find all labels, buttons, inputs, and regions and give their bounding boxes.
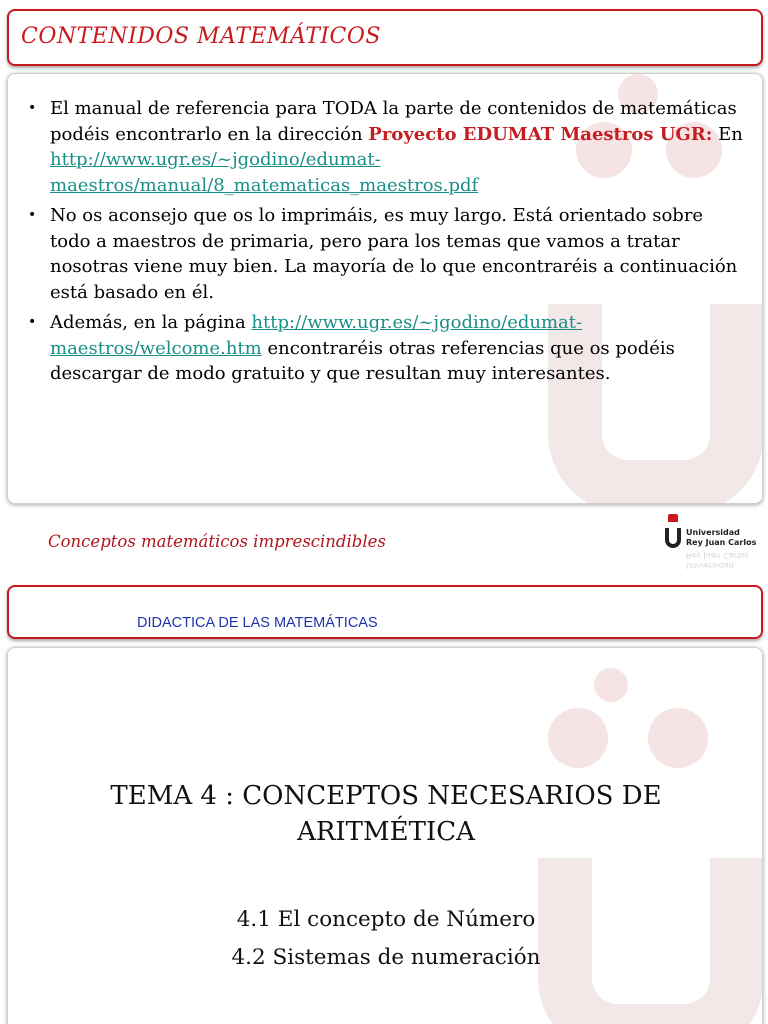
logo-reflection-line-1: Universidad — [686, 561, 734, 570]
crown-icon — [668, 514, 678, 522]
watermark-dot-icon — [648, 708, 708, 768]
manual-link[interactable]: http://www.ugr.es/~jgodino/edumat-maestros/manual/8_matematicas_maestros.pdf — [50, 149, 479, 196]
slide-1-content-box — [7, 73, 763, 504]
logo-u-shape — [665, 528, 681, 548]
bullet-list — [28, 96, 748, 392]
bullet-dot: • — [28, 314, 37, 330]
welcome-link[interactable]: http://www.ugr.es/~jgodino/edumat-maestros/welcome.htm — [50, 312, 583, 359]
slide-2-title: DIDACTICA DE LAS MATEMÁTICAS — [137, 615, 378, 631]
slide-2-content-box — [7, 647, 763, 1024]
slide-1-subtitle: Conceptos matemáticos imprescindibles — [48, 532, 386, 551]
logo-reflection — [686, 550, 748, 570]
bullet-text: No os aconsejo que os lo imprimáis, es muy largo. Está orientado sobre todo a maestros de primaria, pero para los temas que vamos a tratar nosotras viene muy bien. La mayoría de lo que encontraréis a continuación está basado en él. — [50, 205, 738, 303]
slide-1-title-box — [7, 9, 763, 66]
university-logo — [664, 514, 764, 568]
logo-reflection-line-2: Rey Juan Carlos — [686, 551, 749, 560]
logo-line-1: Universidad — [686, 528, 740, 537]
tema-item: 4.2 Sistemas de numeración — [231, 945, 541, 970]
logo-line-2: Rey Juan Carlos — [686, 538, 757, 547]
watermark-dot-icon — [594, 668, 628, 702]
logo-u-icon — [664, 514, 682, 554]
logo-text — [686, 528, 756, 548]
tema-title-text: TEMA 4 : CONCEPTOS NECESARIOS DE ARITMÉTICA — [110, 781, 662, 847]
slide-2-title-box — [7, 585, 763, 639]
tema-title — [8, 778, 763, 850]
bullet-text: En — [712, 123, 743, 145]
project-highlight: Proyecto EDUMAT Maestros UGR: — [368, 123, 713, 145]
slide-2 — [0, 577, 768, 1024]
bullet-item — [28, 203, 748, 305]
slide-1-title: CONTENIDOS MATEMÁTICOS — [21, 24, 381, 49]
bullet-dot: • — [28, 100, 37, 116]
watermark-dot-icon — [548, 708, 608, 768]
bullet-text: El manual de referencia para TODA la parte de contenidos de matemáticas podéis encontrarlo en la dirección — [50, 98, 737, 145]
bullet-item — [28, 310, 748, 387]
bullet-dot: • — [28, 207, 37, 223]
tema-item-list — [8, 901, 763, 977]
tema-item: 4.1 El concepto de Número — [236, 907, 536, 932]
bullet-text: encontraréis otras referencias que os podéis descargar de modo gratuito y que resultan muy interesantes. — [50, 337, 675, 384]
bullet-item — [28, 96, 748, 198]
bullet-text: Además, en la página — [50, 312, 252, 333]
